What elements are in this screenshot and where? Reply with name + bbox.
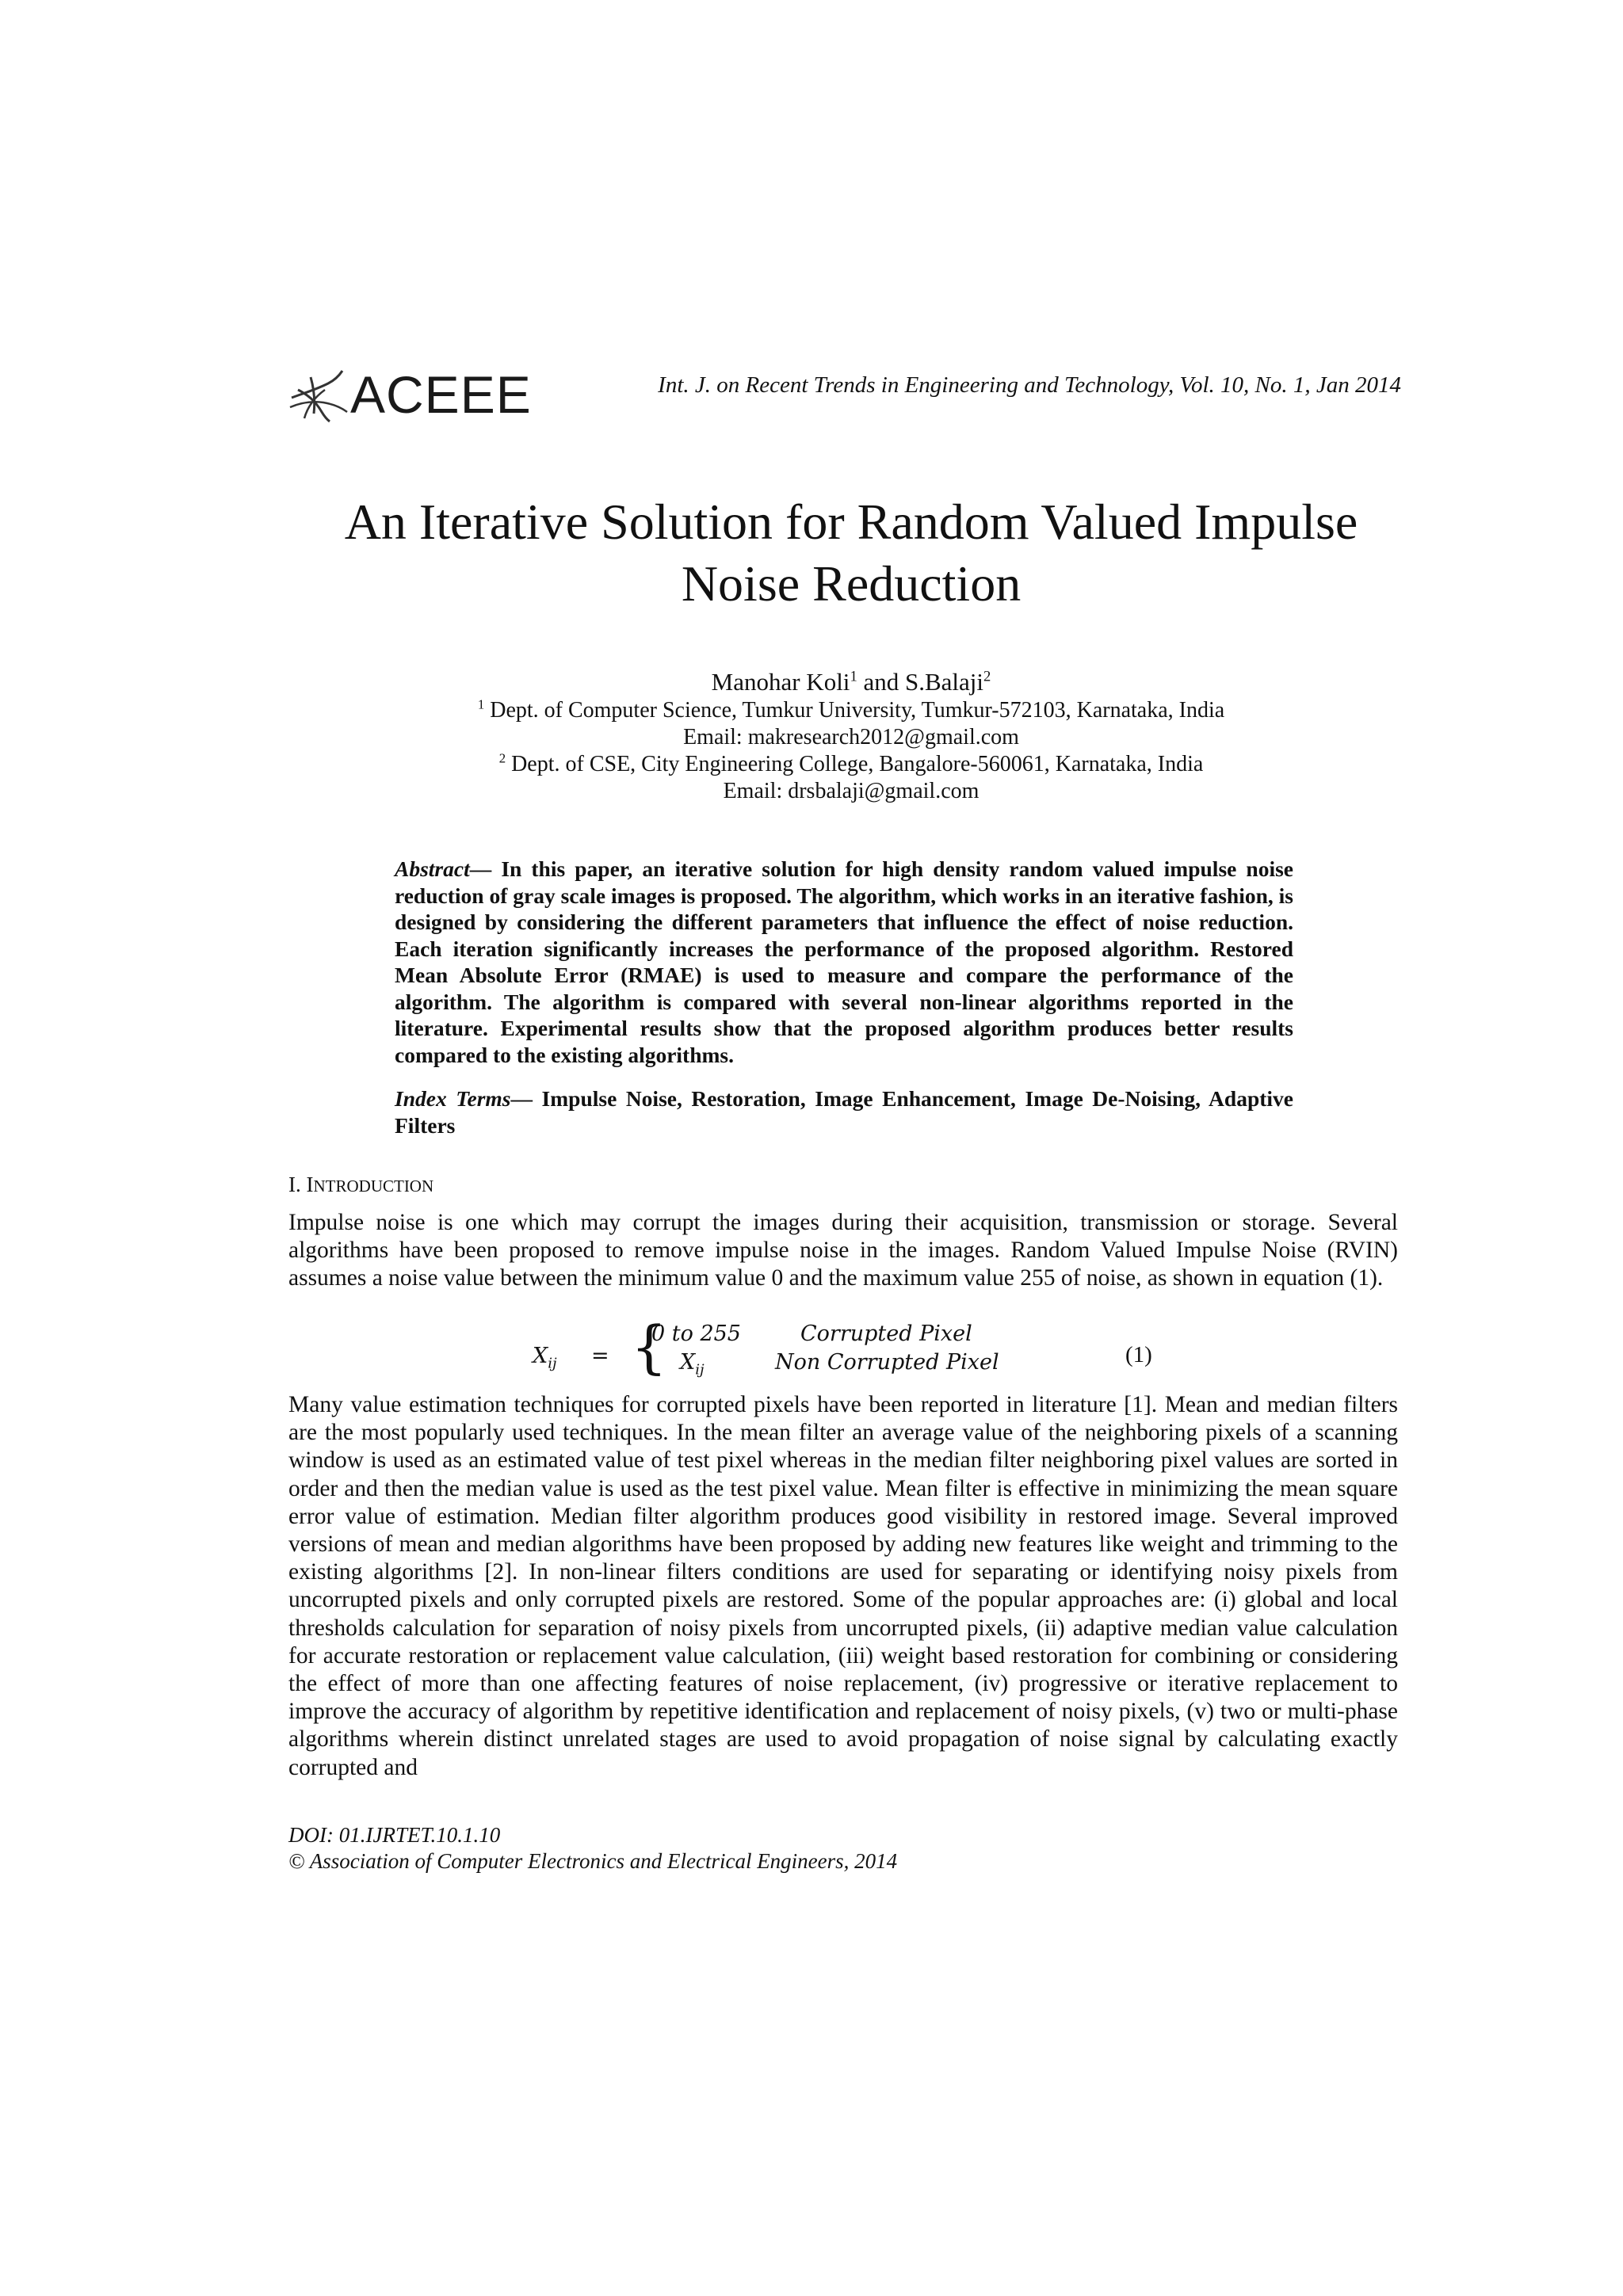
author-1: Manohar Koli: [711, 668, 850, 696]
paragraph-1: Impulse noise is one which may corrupt the images during their acquisition, transmission or storage. Several algorithms have been proposed to remove impulse noise in the images. Random Valued Impulse Noise (RVIN) assumes a noise value between the minimum value 0 and the maximum value 255 of noise, as shown in equation (1).: [288, 1210, 1398, 1291]
abstract-dash: —: [469, 856, 502, 881]
eq-lhs-sub: ij: [548, 1355, 557, 1372]
eq-case2-sub: ij: [695, 1361, 705, 1379]
eq-case2-var: X: [680, 1350, 696, 1375]
eq-brace: {: [631, 1314, 667, 1380]
doi: DOI: 01.IJRTET.10.1.10: [288, 1823, 501, 1847]
abstract: [395, 856, 1293, 1068]
author-names: [317, 667, 1385, 697]
author-block: [317, 667, 1385, 805]
title-line-2: Noise Reduction: [681, 555, 1022, 612]
eq-case1-value: 0 to 255: [651, 1322, 741, 1346]
email-2: Email: drsbalaji@gmail.com: [723, 779, 980, 803]
copyright: © Association of Computer Electronics and Electrical Engineers, 2014: [288, 1849, 898, 1873]
aceee-logo: [287, 366, 532, 423]
aceee-star-icon: [287, 366, 349, 423]
paper-title: [238, 491, 1465, 615]
author-connector: and: [857, 668, 905, 696]
affiliation-1: [317, 697, 1385, 724]
index-terms-text: Impulse Noise, Restoration, Image Enhancement, Image De-Noising, Adaptive Filters: [395, 1086, 1293, 1138]
index-terms: [395, 1085, 1293, 1138]
index-terms-dash: —: [510, 1086, 542, 1111]
aff-2-text: Dept. of CSE, City Engineering College, Bangalore-560061, Karnataka, India: [506, 752, 1204, 776]
section-title: NTRODUCTION: [313, 1177, 434, 1196]
eq-case1-label: Corrupted Pixel: [800, 1322, 972, 1346]
page-footer: [288, 1822, 897, 1875]
abstract-label: Abstract: [395, 856, 470, 881]
author-1-sup: 1: [850, 668, 857, 685]
affiliation-2: [317, 751, 1385, 778]
aff-1-text: Dept. of Computer Science, Tumkur University, Tumkur-572103, Karnataka, India: [484, 698, 1225, 723]
author-2: S.Balaji: [905, 668, 984, 696]
eq-equals: =: [591, 1344, 609, 1368]
aff-1-sup: 1: [477, 696, 485, 712]
eq-case2: [680, 1350, 705, 1378]
eq-case2-label: Non Corrupted Pixel: [775, 1350, 999, 1375]
section-heading: [288, 1173, 433, 1197]
eq-lhs: [533, 1344, 557, 1371]
author-2-sup: 2: [983, 668, 991, 685]
eq-lhs-var: X: [533, 1344, 548, 1368]
logo-text: ACEEE: [350, 365, 532, 424]
email-1: Email: makresearch2012@gmail.com: [683, 725, 1019, 749]
section-number: I. I: [288, 1173, 314, 1196]
journal-citation: Int. J. on Recent Trends in Engineering and Technology, Vol. 10, No. 1, Jan 2014: [658, 372, 1401, 398]
abstract-text: In this paper, an iterative solution for high density random valued impulse noise reduction of gray scale images is proposed. The algorithm, which works in an iterative fashion, is designed by considering the different parameters that influence the effect of noise reduction. Each iteration significantly increases the performance of the proposed algorithm. Restored Mean Absolute Error (RMAE) is used to measure and compare the performance of the algorithm. The algorithm is compared with several non-linear algorithms reported in the literature. Experimental results show that the proposed algorithm produces better results compared to the existing algorithms.: [395, 856, 1294, 1067]
aff-2-sup: 2: [498, 750, 506, 766]
index-terms-label: Index Terms: [395, 1086, 511, 1111]
paragraph-2: Many value estimation techniques for corrupted pixels have been reported in literature [1]. Mean and median filters are the most popularly used techniques. In the mean filter an average value of the neighboring pixels of a scanning window is used as an estimated value of test pixel whereas in the median filter neighboring pixel values are sorted in order and then the median value is used as the test pixel value. Mean filter is effective in minimizing the mean square error value of estimation. Median filter algorithm produces good visibility in restored image. Several improved versions of mean and median algorithms have been proposed by adding new features like weight and trimming to the existing algorithms [2]. In non-linear filters conditions are used for separating or identifying noisy pixels from uncorrupted pixels and only corrupted pixels are restored. Some of the popular approaches are: (i) global and local thresholds calculation for separation of noisy pixels from uncorrupted pixels, (ii) adaptive median value calculation for accurate restoration or replacement value calculation, (iii) weight based restoration for combining or considering the effect of more than one affecting features of noise replacement, (iv) progressive or iterative replacement to improve the accuracy of algorithm by repetitive identification and replacement of noisy pixels, (v) two or multi-phase algorithms wherein distinct unrelated stages are used to avoid propagation of noise signal by calculating exactly corrupted and: [288, 1392, 1398, 1780]
title-line-1: An Iterative Solution for Random Valued Impulse: [344, 494, 1358, 550]
eq-number: (1): [1125, 1342, 1152, 1367]
equation-1: [0, 1314, 1623, 1385]
